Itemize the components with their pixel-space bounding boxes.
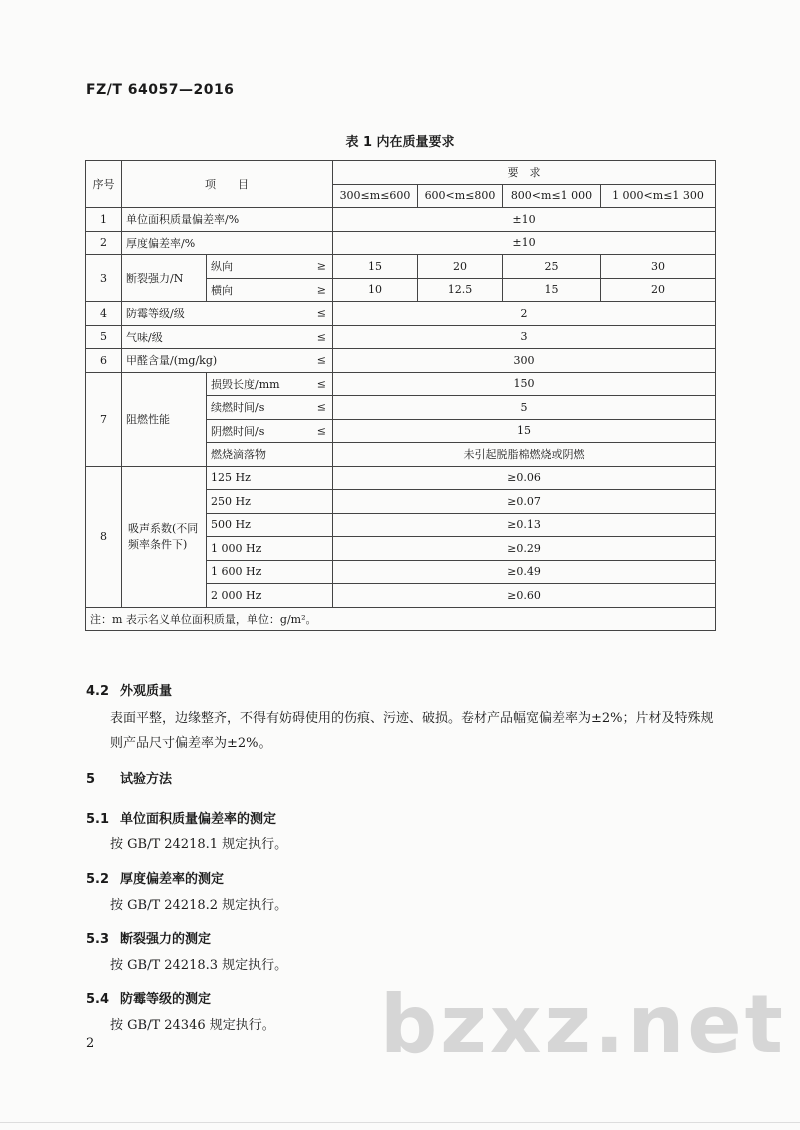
watermark: bzxz.net [380,978,786,1071]
cell-value: ≥0.49 [333,560,716,584]
cell-value: 15 [333,255,418,279]
sub-label: 2 000 Hz [207,584,333,608]
row-no: 4 [86,302,122,326]
section-heading [86,768,172,787]
row-item-label: 气味/级 [126,330,163,344]
section-title: 防霉等级的测定 [120,992,212,1007]
sub-label: 1 600 Hz [207,560,333,584]
sub-item [207,372,333,396]
row-item [122,302,333,326]
sub-label: 1 000 Hz [207,537,333,561]
row-no: 5 [86,325,122,349]
cell-value: 15 [333,419,716,443]
section-title: 试验方法 [120,772,173,787]
section-paragraph: 按 GB/T 24218.1 规定执行。 [110,837,288,852]
comparison-symbol: ≤ [316,330,326,344]
sub-label: 500 Hz [207,513,333,537]
quality-requirements-table [85,160,716,631]
range-2: 600<m≤800 [418,184,503,208]
page-edge-divider [0,1122,800,1123]
range-1: 300≤m≤600 [333,184,418,208]
cell-value: 未引起脱脂棉燃烧或阴燃 [333,443,716,467]
sub-item [207,396,333,420]
standard-number: FZ/T 64057—2016 [86,82,235,98]
row-no: 1 [86,208,122,232]
row-no: 2 [86,231,122,255]
comparison-symbol: ≤ [316,353,326,367]
row-no: 8 [86,466,122,607]
sub-label: 250 Hz [207,490,333,514]
comparison-symbol: ≤ [316,424,326,438]
section-title: 厚度偏差率的测定 [120,872,225,887]
row-item: 吸声系数(不同频率条件下) [122,466,207,607]
row-value: ±10 [333,231,716,255]
section-number: 5.1 [86,812,110,827]
section-heading [86,680,172,699]
row-item: 单位面积质量偏差率/% [122,208,333,232]
section-title: 单位面积质量偏差率的测定 [120,812,277,827]
section-title: 外观质量 [120,684,173,699]
cell-value: ≥0.13 [333,513,716,537]
row-item-label: 甲醛含量/(mg/kg) [126,354,218,368]
row-value: 300 [333,349,716,373]
cell-value: ≥0.06 [333,466,716,490]
range-3: 800<m≤1 000 [503,184,601,208]
range-4: 1 000<m≤1 300 [601,184,716,208]
header-requirement: 要 求 [333,161,716,185]
section-paragraph: 按 GB/T 24346 规定执行。 [110,1018,275,1033]
header-seq: 序号 [86,161,122,208]
row-item: 厚度偏差率/% [122,231,333,255]
section-number: 5.3 [86,932,110,947]
row-item: 阻燃性能 [122,372,207,466]
cell-value: ≥0.60 [333,584,716,608]
cell-value: 12.5 [418,278,503,302]
comparison-symbol: ≤ [316,400,326,414]
section-number: 5.4 [86,992,110,1007]
row-item-label: 防霉等级/级 [126,307,185,321]
sub-label: 纵向 [211,260,233,274]
cell-value: 20 [418,255,503,279]
cell-value: 5 [333,396,716,420]
sub-label: 燃烧滴落物 [211,448,266,462]
section-heading [86,928,211,947]
table-title: 表 1 内在质量要求 [345,135,455,150]
cell-value: 20 [601,278,716,302]
section-heading [86,988,211,1007]
row-item: 断裂强力/N [122,255,207,302]
section-title: 断裂强力的测定 [120,932,212,947]
section-number: 4.2 [86,684,110,699]
sub-label: 损毁长度/mm [211,377,280,391]
section-number: 5 [86,772,96,787]
section-paragraph: 表面平整，边缘整齐，不得有妨碍使用的伤痕、污迹、破损。卷材产品幅宽偏差率为±2%；片材及特殊规则产品尺寸偏差率为±2%。 [110,711,714,751]
sub-label: 续燃时间/s [211,401,265,415]
row-value: ±10 [333,208,716,232]
sub-label: 125 Hz [207,466,333,490]
page-number: 2 [86,1036,95,1051]
sub-item [207,255,333,279]
section-paragraph: 按 GB/T 24218.2 规定执行。 [110,898,288,913]
cell-value: 15 [503,278,601,302]
section-number: 5.2 [86,872,110,887]
cell-value: 25 [503,255,601,279]
row-value: 2 [333,302,716,326]
sub-item [207,443,333,467]
section-heading [86,808,276,827]
cell-value: 150 [333,372,716,396]
cell-value: ≥0.29 [333,537,716,561]
comparison-symbol: ≤ [316,306,326,320]
cell-value: 30 [601,255,716,279]
sub-label: 横向 [211,283,233,297]
row-value: 3 [333,325,716,349]
cell-value: ≥0.07 [333,490,716,514]
row-no: 7 [86,372,122,466]
row-no: 3 [86,255,122,302]
sub-item [207,278,333,302]
comparison-symbol: ≥ [316,259,326,273]
sub-label: 阴燃时间/s [211,424,265,438]
section-heading [86,868,224,887]
row-no: 6 [86,349,122,373]
comparison-symbol: ≤ [316,377,326,391]
section-paragraph: 按 GB/T 24218.3 规定执行。 [110,958,288,973]
header-item: 项 目 [122,161,333,208]
table-note: 注：m 表示名义单位面积质量，单位：g/m²。 [86,607,716,630]
row-item [122,349,333,373]
cell-value: 10 [333,278,418,302]
sub-item [207,419,333,443]
comparison-symbol: ≥ [316,283,326,297]
row-item [122,325,333,349]
